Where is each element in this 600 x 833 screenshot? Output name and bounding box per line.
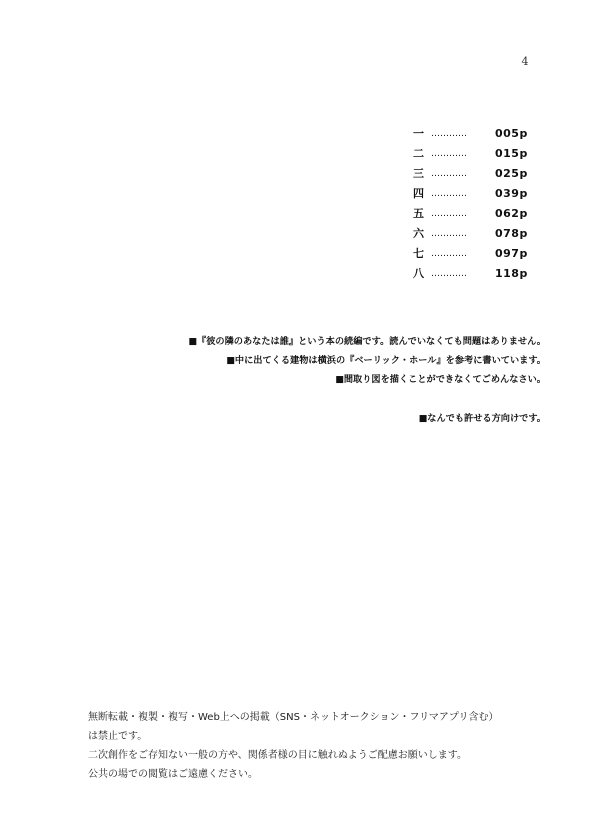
toc-row (413, 144, 553, 164)
disclaimer-line: 公共の場での閲覧はご遠慮ください。 (88, 769, 258, 780)
author-notes (26, 332, 546, 428)
toc-leader: ………… (431, 209, 467, 219)
toc-chapter: 三 (413, 167, 424, 180)
disclaimer-line: 無断転載・複製・複写・Web上への掲載（SNS・ネットオークション・フリマアプリ含む） (88, 712, 499, 723)
toc-chapter: 二 (413, 147, 424, 160)
toc-leader: ………… (431, 249, 467, 259)
note-sequel: ■『彼の隣のあなたは誰』という本の続編です。読んでいなくても問題はありません。 (188, 336, 546, 347)
note-audience: ■なんでも許せる方向けです。 (418, 413, 546, 424)
toc-chapter: 八 (413, 267, 424, 280)
toc-row (413, 184, 553, 204)
toc-leader: ………… (431, 229, 467, 239)
toc-chapter: 七 (413, 247, 424, 260)
toc-page: 078p (495, 227, 528, 240)
toc-row (413, 204, 553, 224)
toc-row (413, 264, 553, 284)
toc-page: 118p (495, 267, 528, 280)
toc-leader: ………… (431, 129, 467, 139)
toc-row (413, 164, 553, 184)
toc-page: 097p (495, 247, 528, 260)
toc-row (413, 224, 553, 244)
disclaimer-line: 二次創作をご存知ない一般の方や、関係者様の目に触れぬようご配慮お願いします。 (88, 750, 467, 761)
note-floorplan: ■間取り図を描くことができなくてごめんなさい。 (335, 374, 546, 385)
toc-row (413, 124, 553, 144)
table-of-contents (413, 124, 553, 284)
toc-leader: ………… (431, 169, 467, 179)
toc-chapter: 六 (413, 227, 424, 240)
note-building: ■中に出てくる建物は横浜の『ベーリック・ホール』を参考に書いています。 (226, 355, 546, 366)
disclaimer-line: は禁止です。 (88, 731, 148, 742)
toc-page: 039p (495, 187, 528, 200)
toc-leader: ………… (431, 189, 467, 199)
toc-chapter: 一 (413, 127, 424, 140)
page-number: 4 (521, 55, 529, 68)
toc-page: 005p (495, 127, 528, 140)
toc-page: 025p (495, 167, 528, 180)
toc-page: 062p (495, 207, 528, 220)
toc-chapter: 四 (413, 187, 424, 200)
toc-leader: ………… (431, 149, 467, 159)
toc-leader: ………… (431, 269, 467, 279)
toc-chapter: 五 (413, 207, 424, 220)
toc-row (413, 244, 553, 264)
toc-page: 015p (495, 147, 528, 160)
disclaimer (88, 708, 568, 784)
